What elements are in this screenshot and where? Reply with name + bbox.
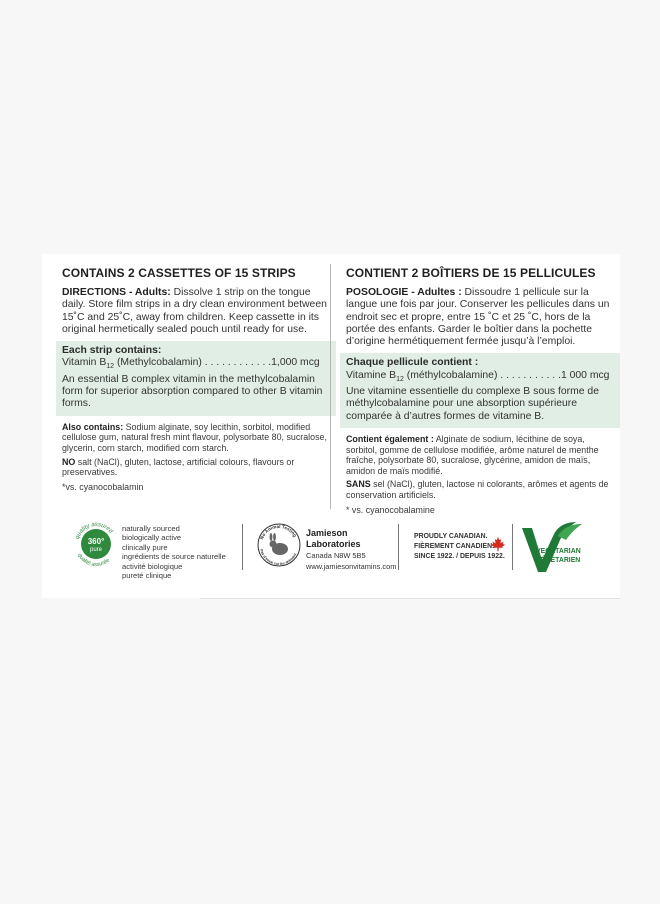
english-each-strip-title: Each strip contains: (62, 345, 162, 357)
footer-separator (242, 524, 243, 570)
footer-separator-3 (512, 524, 513, 570)
french-directions (346, 287, 614, 348)
french-footnote: * vs. cyanocobalamine (346, 504, 435, 515)
french-no-contains: SANS sel (NaCl), gluten, lactose ni colorants, arômes et agents de conservation artificiels. (346, 479, 609, 501)
english-contents-box (56, 341, 336, 416)
column-divider (330, 264, 331, 509)
french-column (346, 266, 614, 518)
english-vitamin-amount: 1,000 mcg (271, 357, 320, 369)
english-also-contains: Also contains: Sodium alginate, soy lecithin, sorbitol, modified cellulose gum, natural fresh mint flavour, polysorbate 80, sucralose, glycerin, corn starch, modified corn starch. (62, 421, 327, 453)
english-no-contains: NO salt (NaCl), gluten, lactose, artificial colours, flavours or preservatives. (62, 456, 295, 478)
english-heading: CONTAINS 2 CASSETTES OF 15 STRIPS (62, 266, 296, 280)
seal-center-text-2: pure (89, 547, 103, 553)
french-directions-label: POSOLOGIE - Adultes : (346, 287, 462, 298)
company-website: www.jamiesonvitamins.com (306, 562, 397, 571)
company-address: Canada N8W 5B5 (306, 551, 366, 560)
french-each-strip-title: Chaque pellicule contient : (346, 357, 479, 369)
english-directions (62, 287, 330, 336)
company-info (306, 528, 404, 572)
english-essential-text: An essential B complex vitamin in the methylcobalamin form for superior absorption compared to other B vitamin forms. (62, 373, 323, 410)
maple-leaf-icon (490, 536, 506, 552)
french-essential-text: Une vitamine essentielle du complexe B sous forme de méthylcobalamine pour une absorption supérieure comparée à d’autres formes de vitamine B. (346, 386, 599, 422)
french-also-contains: Contient également : Alginate de sodium, lécithine de soya, sorbitol, gomme de cellulose modifiée, arôme naturel de menthe fraîche, polysorbate 80, sucralose, glycérine, amidon de maïs, amidon de maïs modifié. (346, 434, 599, 476)
english-footnote: *vs. cyanocobalamin (62, 481, 144, 492)
french-heading: CONTIENT 2 BOÎTIERS DE 15 PELLICULES (346, 266, 596, 280)
seal-center-text: 360° (87, 537, 105, 546)
panel-edge-line (200, 598, 620, 599)
english-column (62, 266, 330, 495)
no-animal-testing-icon (256, 522, 302, 568)
seal-description: naturally sourced biologically active clinically pure ingrédients de source naturelle activité biologique pureté clinique (122, 524, 226, 581)
quality-seal-icon (70, 518, 122, 570)
label-panel (42, 254, 620, 598)
proudly-canadian: PROUDLY CANADIAN. FIÈREMENT CANADIEN. SINCE 1922. / DEPUIS 1922. (414, 533, 505, 560)
french-contents-box (340, 353, 620, 428)
rabbit-bottom-text: Pas d’essai sur les animaux (259, 548, 298, 567)
english-directions-text: Dissolve 1 strip on the tongue daily. Store film strips in a dry clean environment between 15˚C and 25˚C, away from children. Keep cassette in its original hermetically sealed pouch until ready for use. (62, 287, 327, 335)
company-name: Jamieson Laboratories (306, 528, 361, 549)
english-directions-label: DIRECTIONS - Adults: (62, 287, 171, 298)
french-vitamin-amount: 1 000 mcg (560, 369, 610, 381)
english-vitamin-line: Vitamin $B_{12}$ (Methylcobalamin) . . . . . . . . . . . .1,000 mcg (62, 357, 320, 371)
footer-separator-2 (398, 524, 399, 570)
footer-logos (42, 518, 620, 590)
seal-bottom-text: qualité assurée (76, 552, 111, 569)
vegetarian-label: VEGETARIAN VÉGÉTARIEN (536, 548, 581, 564)
seal-top-text: quality assured (74, 521, 114, 541)
french-directions-text: Dissoudre 1 pellicule sur la langue une fois par jour. Conserver les pellicules dans un endroit sec et propre, entre 15 ˚C et 25 ˚C, hors de la portée des enfants. Garder le boîtier dans la pochette d’origine hermétiquement fermée jusqu’à l’emploi. (346, 287, 610, 348)
french-vitamin-line: Vitamine $B_{12}$ (méthylcobalamine) . . . . . . . . . . .1 000 mcg (346, 369, 610, 383)
rabbit-top-text: No Animal Testing (259, 523, 298, 541)
